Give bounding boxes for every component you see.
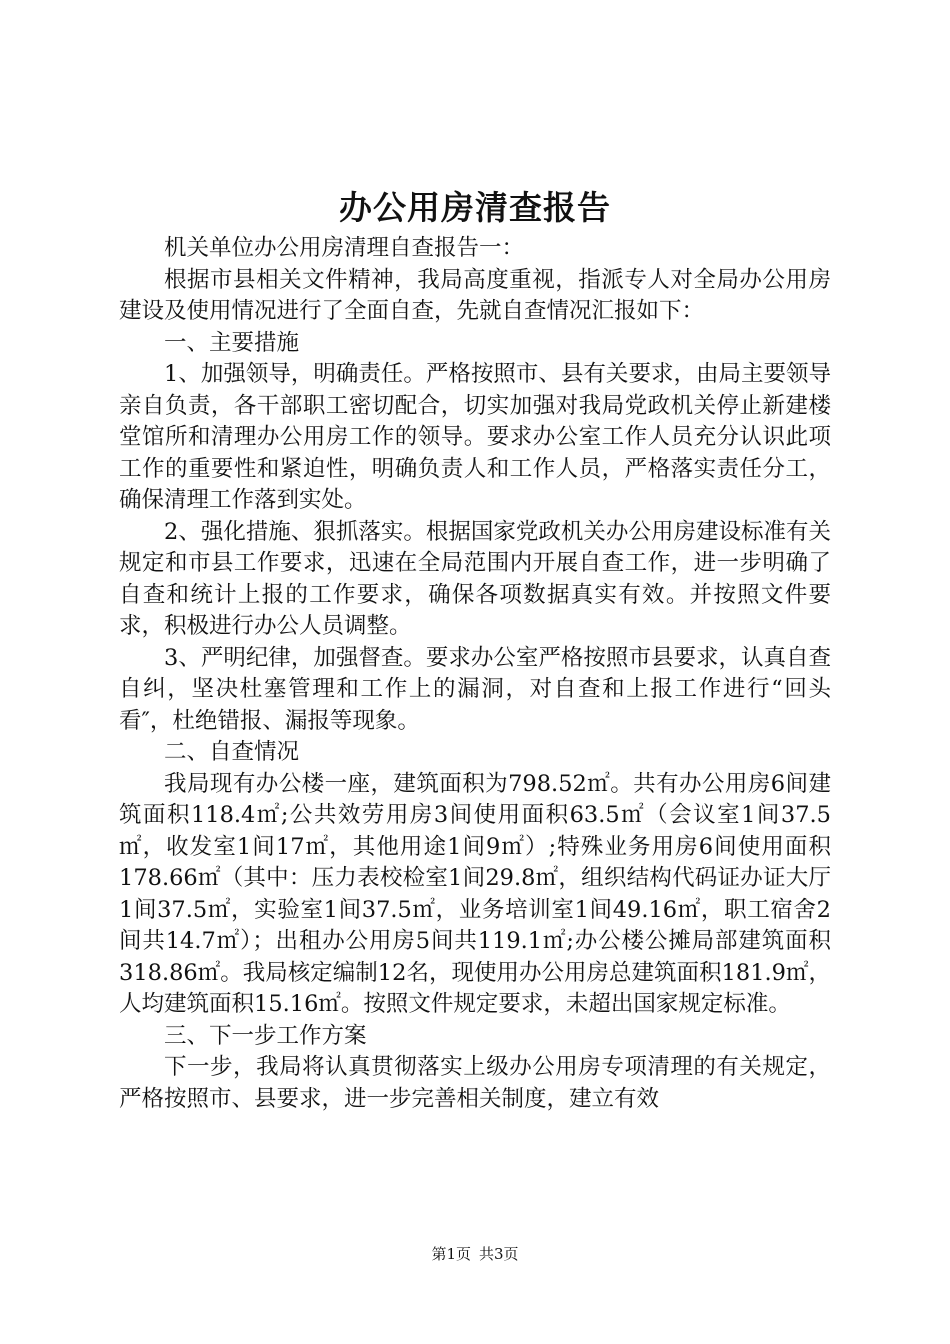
document-title: 办公用房清查报告 <box>339 188 611 227</box>
paragraph-measure-3: 3、严明纪律，加强督查。要求办公室严格按照市县要求，认真自查自纠，坚决杜塞管理和工作上的漏洞，对自查和上报工作进行“回头看″，杜绝错报、漏报等现象。 <box>119 644 831 734</box>
section-heading-next-steps: 三、下一步工作方案 <box>164 1022 367 1049</box>
paragraph-self-check: 我局现有办公楼一座，建筑面积为798.52㎡。共有办公用房6间建筑面积118.4㎡;公共效劳用房3间使用面积63.5㎡（会议室1间37.5㎡，收发室1间17㎡，其他用途1间9㎡）;特殊业务用房6间使用面积178.66㎡（其中：压力表校检室1间29.8㎡，组织结构代码证办证大厅1间37.5㎡，实验室1间37.5㎡，业务培训室1间49.16㎡，职工宿舍2间共14.7㎡）；出租办公用房5间共119.1㎡;办公楼公摊局部建筑面积318.86㎡。我局核定编制12名，现使用办公用房总建筑面积181.9㎡，人均建筑面积15.16㎡。按照文件规定要求，未超出国家规定标准。 <box>119 770 831 1017</box>
paragraph-intro: 根据市县相关文件精神，我局高度重视，指派专人对全局办公用房建设及使用情况进行了全面自查，先就自查情况汇报如下： <box>119 266 831 324</box>
document-body <box>119 233 831 1115</box>
total-pages: 共3页 <box>479 1245 519 1263</box>
paragraph-intro-heading: 机关单位办公用房清理自查报告一： <box>164 235 525 261</box>
page-footer <box>0 1243 950 1265</box>
page-number: 第1页 <box>431 1245 471 1263</box>
paragraph-measure-1: 1、加强领导，明确责任。严格按照市、县有关要求，由局主要领导亲自负责，各干部职工密切配合，切实加强对我局党政机关停止新建楼堂馆所和清理办公用房工作的领导。要求办公室工作人员充分认识此项工作的重要性和紧迫性，明确负责人和工作人员，严格落实责任分工，确保清理工作落到实处。 <box>119 361 831 513</box>
paragraph-next-steps: 下一步，我局将认真贯彻落实上级办公用房专项清理的有关规定，严格按照市、县要求，进一步完善相关制度，建立有效 <box>119 1054 831 1112</box>
section-heading-self-check: 二、自查情况 <box>164 739 300 765</box>
section-heading-measures: 一、主要措施 <box>164 329 300 356</box>
paragraph-measure-2: 2、强化措施、狠抓落实。根据国家党政机关办公用房建设标准有关规定和市县工作要求，迅速在全局范围内开展自查工作，进一步明确了自查和统计上报的工作要求，确保各项数据真实有效。并按照文件要求，积极进行办公人员调整。 <box>119 518 831 639</box>
